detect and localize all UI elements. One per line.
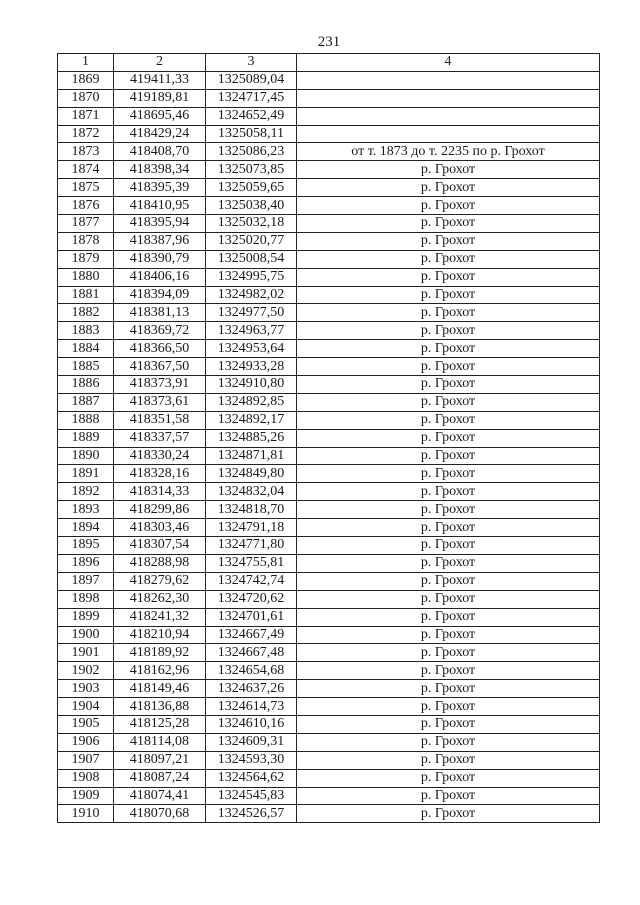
y-coordinate-cell: 1324637,26 xyxy=(206,680,297,698)
x-coordinate-cell: 418070,68 xyxy=(114,805,206,823)
table-row xyxy=(58,125,600,143)
description-cell: р. Грохот xyxy=(297,250,600,268)
x-coordinate-cell: 419189,81 xyxy=(114,89,206,107)
table-row xyxy=(58,286,600,304)
y-coordinate-cell: 1324610,16 xyxy=(206,715,297,733)
y-coordinate-cell: 1325020,77 xyxy=(206,232,297,250)
x-coordinate-cell: 418288,98 xyxy=(114,554,206,572)
description-cell: от т. 1873 до т. 2235 по р. Грохот xyxy=(297,143,600,161)
description-cell: р. Грохот xyxy=(297,322,600,340)
x-coordinate-cell: 418162,96 xyxy=(114,662,206,680)
y-coordinate-cell: 1324963,77 xyxy=(206,322,297,340)
column-header-3: 3 xyxy=(206,54,297,72)
description-cell xyxy=(297,89,600,107)
x-coordinate-cell: 418406,16 xyxy=(114,268,206,286)
table-row xyxy=(58,107,600,125)
x-coordinate-cell: 418369,72 xyxy=(114,322,206,340)
y-coordinate-cell: 1325032,18 xyxy=(206,215,297,233)
description-cell: р. Грохот xyxy=(297,644,600,662)
y-coordinate-cell: 1324545,83 xyxy=(206,787,297,805)
y-coordinate-cell: 1324593,30 xyxy=(206,751,297,769)
x-coordinate-cell: 418136,88 xyxy=(114,698,206,716)
point-number-cell: 1869 xyxy=(58,71,114,89)
y-coordinate-cell: 1324771,80 xyxy=(206,537,297,555)
x-coordinate-cell: 418241,32 xyxy=(114,608,206,626)
y-coordinate-cell: 1324977,50 xyxy=(206,304,297,322)
table-row xyxy=(58,698,600,716)
description-cell: р. Грохот xyxy=(297,286,600,304)
x-coordinate-cell: 418189,92 xyxy=(114,644,206,662)
point-number-cell: 1896 xyxy=(58,554,114,572)
description-cell: р. Грохот xyxy=(297,769,600,787)
description-cell: р. Грохот xyxy=(297,572,600,590)
table-row xyxy=(58,680,600,698)
x-coordinate-cell: 418262,30 xyxy=(114,590,206,608)
point-number-cell: 1880 xyxy=(58,268,114,286)
point-number-cell: 1886 xyxy=(58,376,114,394)
x-coordinate-cell: 418149,46 xyxy=(114,680,206,698)
page-number: 231 xyxy=(317,34,341,50)
point-number-cell: 1905 xyxy=(58,715,114,733)
y-coordinate-cell: 1324892,85 xyxy=(206,393,297,411)
table-row xyxy=(58,197,600,215)
table-row xyxy=(58,590,600,608)
x-coordinate-cell: 418381,13 xyxy=(114,304,206,322)
y-coordinate-cell: 1324652,49 xyxy=(206,107,297,125)
x-coordinate-cell: 418367,50 xyxy=(114,358,206,376)
description-cell: р. Грохот xyxy=(297,698,600,716)
point-number-cell: 1879 xyxy=(58,250,114,268)
description-cell: р. Грохот xyxy=(297,626,600,644)
y-coordinate-cell: 1324910,80 xyxy=(206,376,297,394)
y-coordinate-cell: 1324953,64 xyxy=(206,340,297,358)
point-number-cell: 1892 xyxy=(58,483,114,501)
description-cell: р. Грохот xyxy=(297,232,600,250)
table-row xyxy=(58,608,600,626)
description-cell xyxy=(297,125,600,143)
description-cell: р. Грохот xyxy=(297,733,600,751)
x-coordinate-cell: 418366,50 xyxy=(114,340,206,358)
description-cell: р. Грохот xyxy=(297,358,600,376)
table-row xyxy=(58,250,600,268)
description-cell: р. Грохот xyxy=(297,340,600,358)
description-cell xyxy=(297,107,600,125)
y-coordinate-cell: 1324933,28 xyxy=(206,358,297,376)
x-coordinate-cell: 418299,86 xyxy=(114,501,206,519)
point-number-cell: 1870 xyxy=(58,89,114,107)
x-coordinate-cell: 418394,09 xyxy=(114,286,206,304)
coordinates-table xyxy=(57,53,600,823)
point-number-cell: 1902 xyxy=(58,662,114,680)
column-header-1: 1 xyxy=(58,54,114,72)
y-coordinate-cell: 1324667,48 xyxy=(206,644,297,662)
y-coordinate-cell: 1324564,62 xyxy=(206,769,297,787)
point-number-cell: 1904 xyxy=(58,698,114,716)
x-coordinate-cell: 418097,21 xyxy=(114,751,206,769)
y-coordinate-cell: 1324849,80 xyxy=(206,465,297,483)
point-number-cell: 1898 xyxy=(58,590,114,608)
point-number-cell: 1906 xyxy=(58,733,114,751)
description-cell: р. Грохот xyxy=(297,197,600,215)
point-number-cell: 1889 xyxy=(58,429,114,447)
point-number-cell: 1881 xyxy=(58,286,114,304)
point-number-cell: 1907 xyxy=(58,751,114,769)
table-row xyxy=(58,358,600,376)
y-coordinate-cell: 1325086,23 xyxy=(206,143,297,161)
y-coordinate-cell: 1324742,74 xyxy=(206,572,297,590)
column-header-2: 2 xyxy=(114,54,206,72)
y-coordinate-cell: 1324667,49 xyxy=(206,626,297,644)
y-coordinate-cell: 1324892,17 xyxy=(206,411,297,429)
point-number-cell: 1901 xyxy=(58,644,114,662)
description-cell: р. Грохот xyxy=(297,376,600,394)
x-coordinate-cell: 418330,24 xyxy=(114,447,206,465)
description-cell: р. Грохот xyxy=(297,483,600,501)
x-coordinate-cell: 418390,79 xyxy=(114,250,206,268)
description-cell: р. Грохот xyxy=(297,411,600,429)
x-coordinate-cell: 418373,91 xyxy=(114,376,206,394)
table-row xyxy=(58,733,600,751)
y-coordinate-cell: 1325058,11 xyxy=(206,125,297,143)
table-row xyxy=(58,662,600,680)
y-coordinate-cell: 1324755,81 xyxy=(206,554,297,572)
table-row xyxy=(58,644,600,662)
description-cell: р. Грохот xyxy=(297,680,600,698)
y-coordinate-cell: 1325073,85 xyxy=(206,161,297,179)
table-row xyxy=(58,340,600,358)
table-row xyxy=(58,769,600,787)
point-number-cell: 1910 xyxy=(58,805,114,823)
y-coordinate-cell: 1324720,62 xyxy=(206,590,297,608)
y-coordinate-cell: 1324832,04 xyxy=(206,483,297,501)
y-coordinate-cell: 1325059,65 xyxy=(206,179,297,197)
y-coordinate-cell: 1325008,54 xyxy=(206,250,297,268)
x-coordinate-cell: 418328,16 xyxy=(114,465,206,483)
x-coordinate-cell: 418114,08 xyxy=(114,733,206,751)
point-number-cell: 1877 xyxy=(58,215,114,233)
x-coordinate-cell: 419411,33 xyxy=(114,71,206,89)
point-number-cell: 1872 xyxy=(58,125,114,143)
table-row xyxy=(58,161,600,179)
point-number-cell: 1885 xyxy=(58,358,114,376)
table-row xyxy=(58,787,600,805)
y-coordinate-cell: 1324871,81 xyxy=(206,447,297,465)
table-row xyxy=(58,393,600,411)
x-coordinate-cell: 418314,33 xyxy=(114,483,206,501)
table-row xyxy=(58,715,600,733)
table-row xyxy=(58,215,600,233)
description-cell: р. Грохот xyxy=(297,429,600,447)
description-cell: р. Грохот xyxy=(297,268,600,286)
y-coordinate-cell: 1324791,18 xyxy=(206,519,297,537)
table-row xyxy=(58,465,600,483)
point-number-cell: 1888 xyxy=(58,411,114,429)
description-cell: р. Грохот xyxy=(297,805,600,823)
table-header-row xyxy=(58,54,600,72)
point-number-cell: 1894 xyxy=(58,519,114,537)
table-row xyxy=(58,519,600,537)
point-number-cell: 1908 xyxy=(58,769,114,787)
y-coordinate-cell: 1324717,45 xyxy=(206,89,297,107)
description-cell: р. Грохот xyxy=(297,608,600,626)
y-coordinate-cell: 1324654,68 xyxy=(206,662,297,680)
x-coordinate-cell: 418410,95 xyxy=(114,197,206,215)
y-coordinate-cell: 1324818,70 xyxy=(206,501,297,519)
x-coordinate-cell: 418395,39 xyxy=(114,179,206,197)
point-number-cell: 1909 xyxy=(58,787,114,805)
table-row xyxy=(58,429,600,447)
description-cell: р. Грохот xyxy=(297,715,600,733)
point-number-cell: 1897 xyxy=(58,572,114,590)
description-cell: р. Грохот xyxy=(297,161,600,179)
table-row xyxy=(58,483,600,501)
description-cell: р. Грохот xyxy=(297,590,600,608)
x-coordinate-cell: 418279,62 xyxy=(114,572,206,590)
table-row xyxy=(58,572,600,590)
y-coordinate-cell: 1324701,61 xyxy=(206,608,297,626)
table-row xyxy=(58,71,600,89)
y-coordinate-cell: 1324995,75 xyxy=(206,268,297,286)
y-coordinate-cell: 1324609,31 xyxy=(206,733,297,751)
description-cell: р. Грохот xyxy=(297,787,600,805)
y-coordinate-cell: 1324614,73 xyxy=(206,698,297,716)
y-coordinate-cell: 1324982,02 xyxy=(206,286,297,304)
point-number-cell: 1883 xyxy=(58,322,114,340)
x-coordinate-cell: 418429,24 xyxy=(114,125,206,143)
point-number-cell: 1899 xyxy=(58,608,114,626)
x-coordinate-cell: 418408,70 xyxy=(114,143,206,161)
table-row xyxy=(58,805,600,823)
point-number-cell: 1878 xyxy=(58,232,114,250)
table-row xyxy=(58,501,600,519)
description-cell: р. Грохот xyxy=(297,554,600,572)
x-coordinate-cell: 418351,58 xyxy=(114,411,206,429)
point-number-cell: 1887 xyxy=(58,393,114,411)
table-row xyxy=(58,537,600,555)
x-coordinate-cell: 418398,34 xyxy=(114,161,206,179)
x-coordinate-cell: 418373,61 xyxy=(114,393,206,411)
description-cell: р. Грохот xyxy=(297,304,600,322)
y-coordinate-cell: 1325038,40 xyxy=(206,197,297,215)
x-coordinate-cell: 418695,46 xyxy=(114,107,206,125)
table-row xyxy=(58,376,600,394)
table-row xyxy=(58,89,600,107)
table-body xyxy=(58,71,600,822)
y-coordinate-cell: 1324885,26 xyxy=(206,429,297,447)
point-number-cell: 1891 xyxy=(58,465,114,483)
description-cell: р. Грохот xyxy=(297,519,600,537)
point-number-cell: 1900 xyxy=(58,626,114,644)
column-header-4: 4 xyxy=(297,54,600,72)
point-number-cell: 1903 xyxy=(58,680,114,698)
description-cell: р. Грохот xyxy=(297,393,600,411)
point-number-cell: 1871 xyxy=(58,107,114,125)
point-number-cell: 1876 xyxy=(58,197,114,215)
x-coordinate-cell: 418087,24 xyxy=(114,769,206,787)
table-row xyxy=(58,626,600,644)
point-number-cell: 1895 xyxy=(58,537,114,555)
x-coordinate-cell: 418125,28 xyxy=(114,715,206,733)
table-row xyxy=(58,322,600,340)
table-row xyxy=(58,143,600,161)
description-cell: р. Грохот xyxy=(297,465,600,483)
point-number-cell: 1890 xyxy=(58,447,114,465)
point-number-cell: 1893 xyxy=(58,501,114,519)
point-number-cell: 1874 xyxy=(58,161,114,179)
y-coordinate-cell: 1324526,57 xyxy=(206,805,297,823)
table-row xyxy=(58,179,600,197)
table-row xyxy=(58,554,600,572)
point-number-cell: 1882 xyxy=(58,304,114,322)
x-coordinate-cell: 418395,94 xyxy=(114,215,206,233)
x-coordinate-cell: 418074,41 xyxy=(114,787,206,805)
x-coordinate-cell: 418303,46 xyxy=(114,519,206,537)
description-cell: р. Грохот xyxy=(297,179,600,197)
table-row xyxy=(58,304,600,322)
description-cell: р. Грохот xyxy=(297,537,600,555)
description-cell: р. Грохот xyxy=(297,662,600,680)
table-row xyxy=(58,447,600,465)
table-row xyxy=(58,232,600,250)
description-cell: р. Грохот xyxy=(297,751,600,769)
x-coordinate-cell: 418210,94 xyxy=(114,626,206,644)
description-cell xyxy=(297,71,600,89)
table-row xyxy=(58,751,600,769)
x-coordinate-cell: 418337,57 xyxy=(114,429,206,447)
description-cell: р. Грохот xyxy=(297,447,600,465)
table-row xyxy=(58,411,600,429)
description-cell: р. Грохот xyxy=(297,501,600,519)
y-coordinate-cell: 1325089,04 xyxy=(206,71,297,89)
x-coordinate-cell: 418307,54 xyxy=(114,537,206,555)
point-number-cell: 1875 xyxy=(58,179,114,197)
table-row xyxy=(58,268,600,286)
point-number-cell: 1873 xyxy=(58,143,114,161)
x-coordinate-cell: 418387,96 xyxy=(114,232,206,250)
description-cell: р. Грохот xyxy=(297,215,600,233)
point-number-cell: 1884 xyxy=(58,340,114,358)
